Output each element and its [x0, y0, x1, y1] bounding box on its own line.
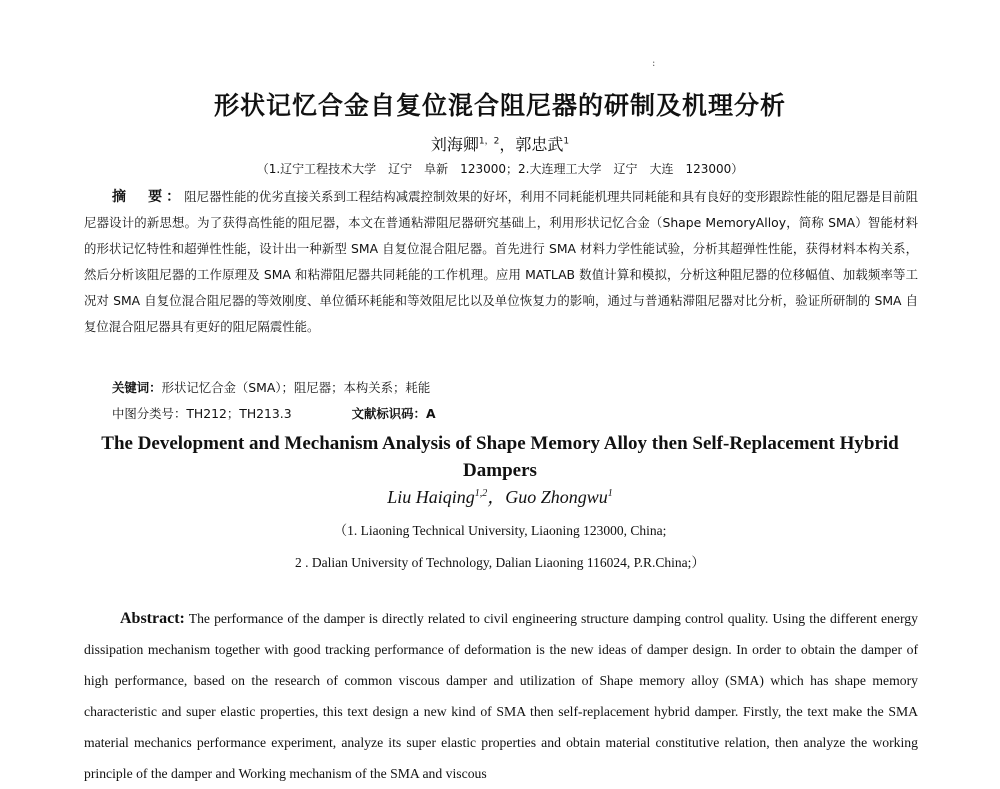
chinese-keywords [112, 378, 430, 396]
chinese-abstract [84, 184, 918, 340]
cn-class-value: TH212；TH213.3 [186, 406, 292, 421]
chinese-authors [0, 132, 1000, 155]
en-author-sep: ， [487, 487, 506, 507]
cn-keywords-label: 关键词： [112, 380, 162, 395]
en-author-1-sup: 1,2 [474, 488, 488, 499]
en-author-1: Liu Haiqing [387, 487, 475, 507]
cn-author-sep: ， [499, 135, 516, 154]
cn-document-code [352, 406, 436, 421]
english-authors [0, 483, 1000, 509]
cn-class-label: 中图分类号： [112, 406, 187, 421]
en-author-2-sup: 1 [607, 488, 613, 499]
english-title: The Development and Mechanism Analysis of Shape Memory Alloy then Self-Replacement Hybrid Dampers [101, 433, 899, 481]
chinese-title: 形状记忆合金自复位混合阻尼器的研制及机理分析 [213, 91, 786, 120]
cn-doccode-label: 文献标识码： [351, 406, 426, 421]
cn-author-2-sup: 1 [563, 136, 570, 147]
en-author-2: Guo Zhongwu [505, 487, 608, 507]
english-affiliation-1: （1. Liaoning Technical University, Liaoning 123000, China; [333, 523, 667, 538]
english-affiliation-2: 2 . Dalian University of Technology, Dalian Liaoning 116024, P.R.China;） [295, 555, 705, 570]
chinese-affiliation: （1.辽宁工程技术大学 辽宁 阜新 123000；2.大连理工大学 辽宁 大连 123000） [256, 162, 744, 176]
en-abstract-text: The performance of the damper is directly related to civil engineering structure damping control quality. Using the different energy dissipation mechanism together with good tracking performance of deformation is the new ideas of damper design. In order to obtain the damper of high performance, based on the research of common viscous damper and utilization of Shape memory alloy (SMA) which has shape memory characteristic and super elastic properties, this text design a new kind of SMA then self-replacement hybrid damper. Firstly, the text make the SMA material mechanics performance experiment, analyze its super elastic properties and obtain material constitutive relation, then analyze the working principle of the damper and Working mechanism of the SMA and viscous [84, 611, 918, 781]
cn-keywords-value: 形状记忆合金（SMA）；阻尼器；本构关系；耗能 [161, 380, 431, 395]
english-abstract [84, 603, 918, 789]
chinese-classification [112, 404, 436, 422]
cn-author-1-sup: 1，2 [478, 136, 500, 147]
scan-mark: : [652, 58, 656, 69]
cn-abstract-label: 摘 要： [112, 189, 185, 205]
cn-author-2: 郭忠武 [515, 135, 564, 154]
cn-doccode-value: A [425, 406, 436, 421]
cn-author-1: 刘海卿 [430, 135, 479, 154]
cn-abstract-text: 阻尼器性能的优劣直接关系到工程结构减震控制效果的好坏，利用不同耗能机理共同耗能和具有良好的变形跟踪性能的阻尼器是目前阻尼器设计的新思想。为了获得高性能的阻尼器，本文在普通粘滞阻尼器研究基础上，利用形状记忆合金（Shape MemoryAlloy，简称 SMA）智能材料的形状记忆特性和超弹性性能，设计出一种新型 SMA 自复位混合阻尼器。首先进行 SMA 材料力学性能试验，分析其超弹性性能，获得材料本构关系，然后分析该阻尼器的工作原理及 SMA 和粘滞阻尼器共同耗能的工作机理。应用 MATLAB 数值计算和模拟，分析这种阻尼器的位移幅值、加载频率等工况对 SMA 自复位混合阻尼器的等效刚度、单位循环耗能和等效阻尼比以及单位恢复力的影响，通过与普通粘滞阻尼器对比分析，验证所研制的 SMA 自复位混合阻尼器具有更好的阻尼隔震性能。 [84, 189, 919, 334]
en-abstract-label: Abstract: [120, 610, 185, 627]
